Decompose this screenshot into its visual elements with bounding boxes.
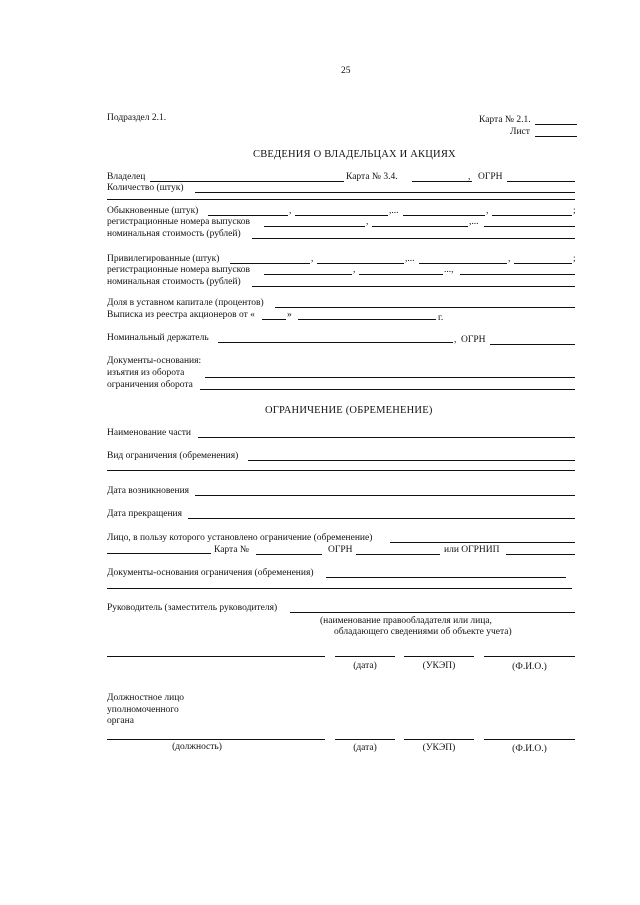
preferred-line-2	[317, 263, 404, 264]
preferred-reg-line-2	[359, 274, 443, 275]
start-date-line	[195, 495, 575, 496]
beneficiary-label: Лицо, в пользу которого установлено ограничение (обременение)	[107, 533, 373, 543]
holder-name-caption-2: обладающего сведениями об объекте учета)	[334, 627, 512, 637]
page-number: 25	[341, 66, 351, 76]
official-label-1: Должностное лицо	[107, 693, 185, 703]
restriction-type-line-2	[107, 470, 575, 471]
nominee-ogrn-label: ОГРН	[461, 335, 486, 345]
ordinary-reg-line-3	[484, 226, 575, 227]
official-date-line	[335, 739, 395, 740]
preferred-label: Привилегированные (штук)	[107, 254, 220, 264]
preferred-line-3	[419, 263, 507, 264]
beneficiary-ogrnip-line	[506, 554, 575, 555]
ordinary-label: Обыкновенные (штук)	[107, 206, 199, 216]
beneficiary-line-2	[107, 553, 211, 554]
official-date-caption: (дата)	[353, 743, 377, 753]
section-title-restriction: ОГРАНИЧЕНИЕ (ОБРЕМЕНЕНИЕ)	[265, 405, 433, 416]
preferred-nominal-label: номинальная стоимость (рублей)	[107, 277, 241, 287]
owner-label: Владелец	[107, 172, 146, 182]
preferred-reg-line-1	[264, 274, 352, 275]
extract-quote-close: »	[287, 310, 292, 320]
owner-line	[150, 181, 344, 182]
ordinary-reg-sep-1: ,	[366, 217, 369, 227]
nominee-line	[218, 342, 453, 343]
official-label-3: органа	[107, 716, 134, 726]
ordinary-line-4	[492, 215, 572, 216]
ordinary-nominal-label: номинальная стоимость (рублей)	[107, 229, 241, 239]
preferred-sep-3: ,	[508, 254, 511, 264]
extract-month-line	[298, 319, 436, 320]
section-title-owners: СВЕДЕНИЯ О ВЛАДЕЛЬЦАХ И АКЦИЯХ	[253, 149, 456, 160]
preferred-reg-line-3	[460, 274, 575, 275]
card-number-line	[535, 124, 577, 125]
restriction-docs-line-2	[107, 588, 572, 589]
owner-ogrn-line	[507, 181, 575, 182]
restriction-type-line	[248, 460, 575, 461]
ordinary-nominal-line	[252, 238, 575, 239]
ordinary-line-2	[295, 215, 388, 216]
official-ukep-caption: (УКЭП)	[422, 743, 456, 753]
subsection-label: Подраздел 2.1.	[107, 113, 167, 123]
ordinary-line-1	[208, 215, 288, 216]
sign-date-caption: (дата)	[353, 661, 377, 671]
card-number-label: Карта № 2.1.	[479, 115, 531, 125]
restriction-docs-line	[326, 577, 566, 578]
sign-date-line	[335, 656, 395, 657]
preferred-reg-sep-1: ,	[353, 265, 356, 275]
sign-fio-caption: (Ф.И.О.)	[512, 662, 547, 672]
official-label-2: уполномоченного	[107, 705, 179, 715]
part-name-label: Наименование части	[107, 428, 192, 438]
beneficiary-ogrn-line	[356, 554, 440, 555]
preferred-reg-sep-2: ...,	[444, 265, 454, 275]
ordinary-reg-line-1	[264, 226, 365, 227]
official-ukep-line	[404, 739, 474, 740]
sign-fio-line	[484, 656, 575, 657]
preferred-line-4	[514, 263, 572, 264]
ordinary-sep-1: ,	[289, 206, 292, 216]
docs-basis-label: Документы-основания:	[107, 356, 202, 366]
holder-name-caption-1: (наименование правообладателя или лица,	[320, 616, 492, 626]
restriction-type-label: Вид ограничения (обременения)	[107, 451, 239, 461]
owner-ogrn-comma: ,	[468, 172, 471, 182]
restriction-docs-label: Документы-основания ограничения (обременения)	[107, 568, 314, 578]
restriction-turnover-line	[200, 389, 575, 390]
start-date-label: Дата возникновения	[107, 486, 190, 496]
ordinary-line-3	[403, 215, 485, 216]
sign-ukep-line	[404, 656, 474, 657]
nominee-ogrn-line	[490, 344, 575, 345]
extract-label: Выписка из реестра акционеров от «	[107, 310, 255, 320]
share-line	[275, 307, 575, 308]
extract-day-line	[262, 319, 286, 320]
sheet-line	[535, 136, 577, 137]
share-label: Доля в уставном капитале (процентов)	[107, 298, 264, 308]
official-fio-line	[484, 739, 575, 740]
owner-ogrn-label: ОГРН	[478, 172, 503, 182]
official-position-line	[107, 739, 325, 740]
ordinary-reg-label: регистрационные номера выпусков	[107, 217, 250, 227]
beneficiary-ogrnip-label: или ОГРНИП	[444, 545, 500, 555]
beneficiary-ogrn-label: ОГРН	[328, 545, 353, 555]
preferred-nominal-line	[252, 286, 575, 287]
ordinary-reg-sep-2: ,...	[469, 217, 479, 227]
preferred-sep-2: ,...	[405, 254, 415, 264]
quantity-label: Количество (штук)	[107, 183, 184, 193]
beneficiary-card-line	[256, 554, 322, 555]
nominee-ogrn-comma: ,	[454, 335, 457, 345]
sheet-label: Лист	[510, 127, 530, 137]
sign-line-1	[107, 656, 325, 657]
official-position-caption: (должность)	[172, 742, 222, 752]
beneficiary-card-label: Карта №	[214, 545, 249, 555]
part-name-line	[198, 437, 575, 438]
head-label: Руководитель (заместитель руководителя)	[107, 603, 278, 613]
sign-ukep-caption: (УКЭП)	[422, 661, 456, 671]
card34-label: Карта № 3.4.	[346, 172, 398, 182]
card34-line	[412, 181, 472, 182]
head-line	[290, 612, 575, 613]
ordinary-sep-4: ;	[573, 206, 576, 216]
preferred-sep-1: ,	[311, 254, 314, 264]
ordinary-sep-2: ,...	[389, 206, 399, 216]
extract-year-mark: г.	[438, 313, 444, 323]
withdrawal-label: изъятия из оборота	[107, 368, 185, 378]
beneficiary-line	[390, 542, 575, 543]
end-date-label: Дата прекращения	[107, 509, 183, 519]
ordinary-reg-line-2	[372, 226, 468, 227]
nominee-label: Номинальный держатель	[107, 333, 209, 343]
quantity-line-2	[107, 199, 575, 200]
ordinary-sep-3: ,	[486, 206, 489, 216]
official-fio-caption: (Ф.И.О.)	[512, 744, 547, 754]
end-date-line	[188, 518, 575, 519]
restriction-turnover-label: ограничения оборота	[107, 380, 193, 390]
preferred-sep-4: ;	[573, 254, 576, 264]
quantity-line	[195, 192, 575, 193]
preferred-reg-label: регистрационные номера выпусков	[107, 265, 250, 275]
withdrawal-line	[205, 377, 575, 378]
preferred-line-1	[230, 263, 310, 264]
